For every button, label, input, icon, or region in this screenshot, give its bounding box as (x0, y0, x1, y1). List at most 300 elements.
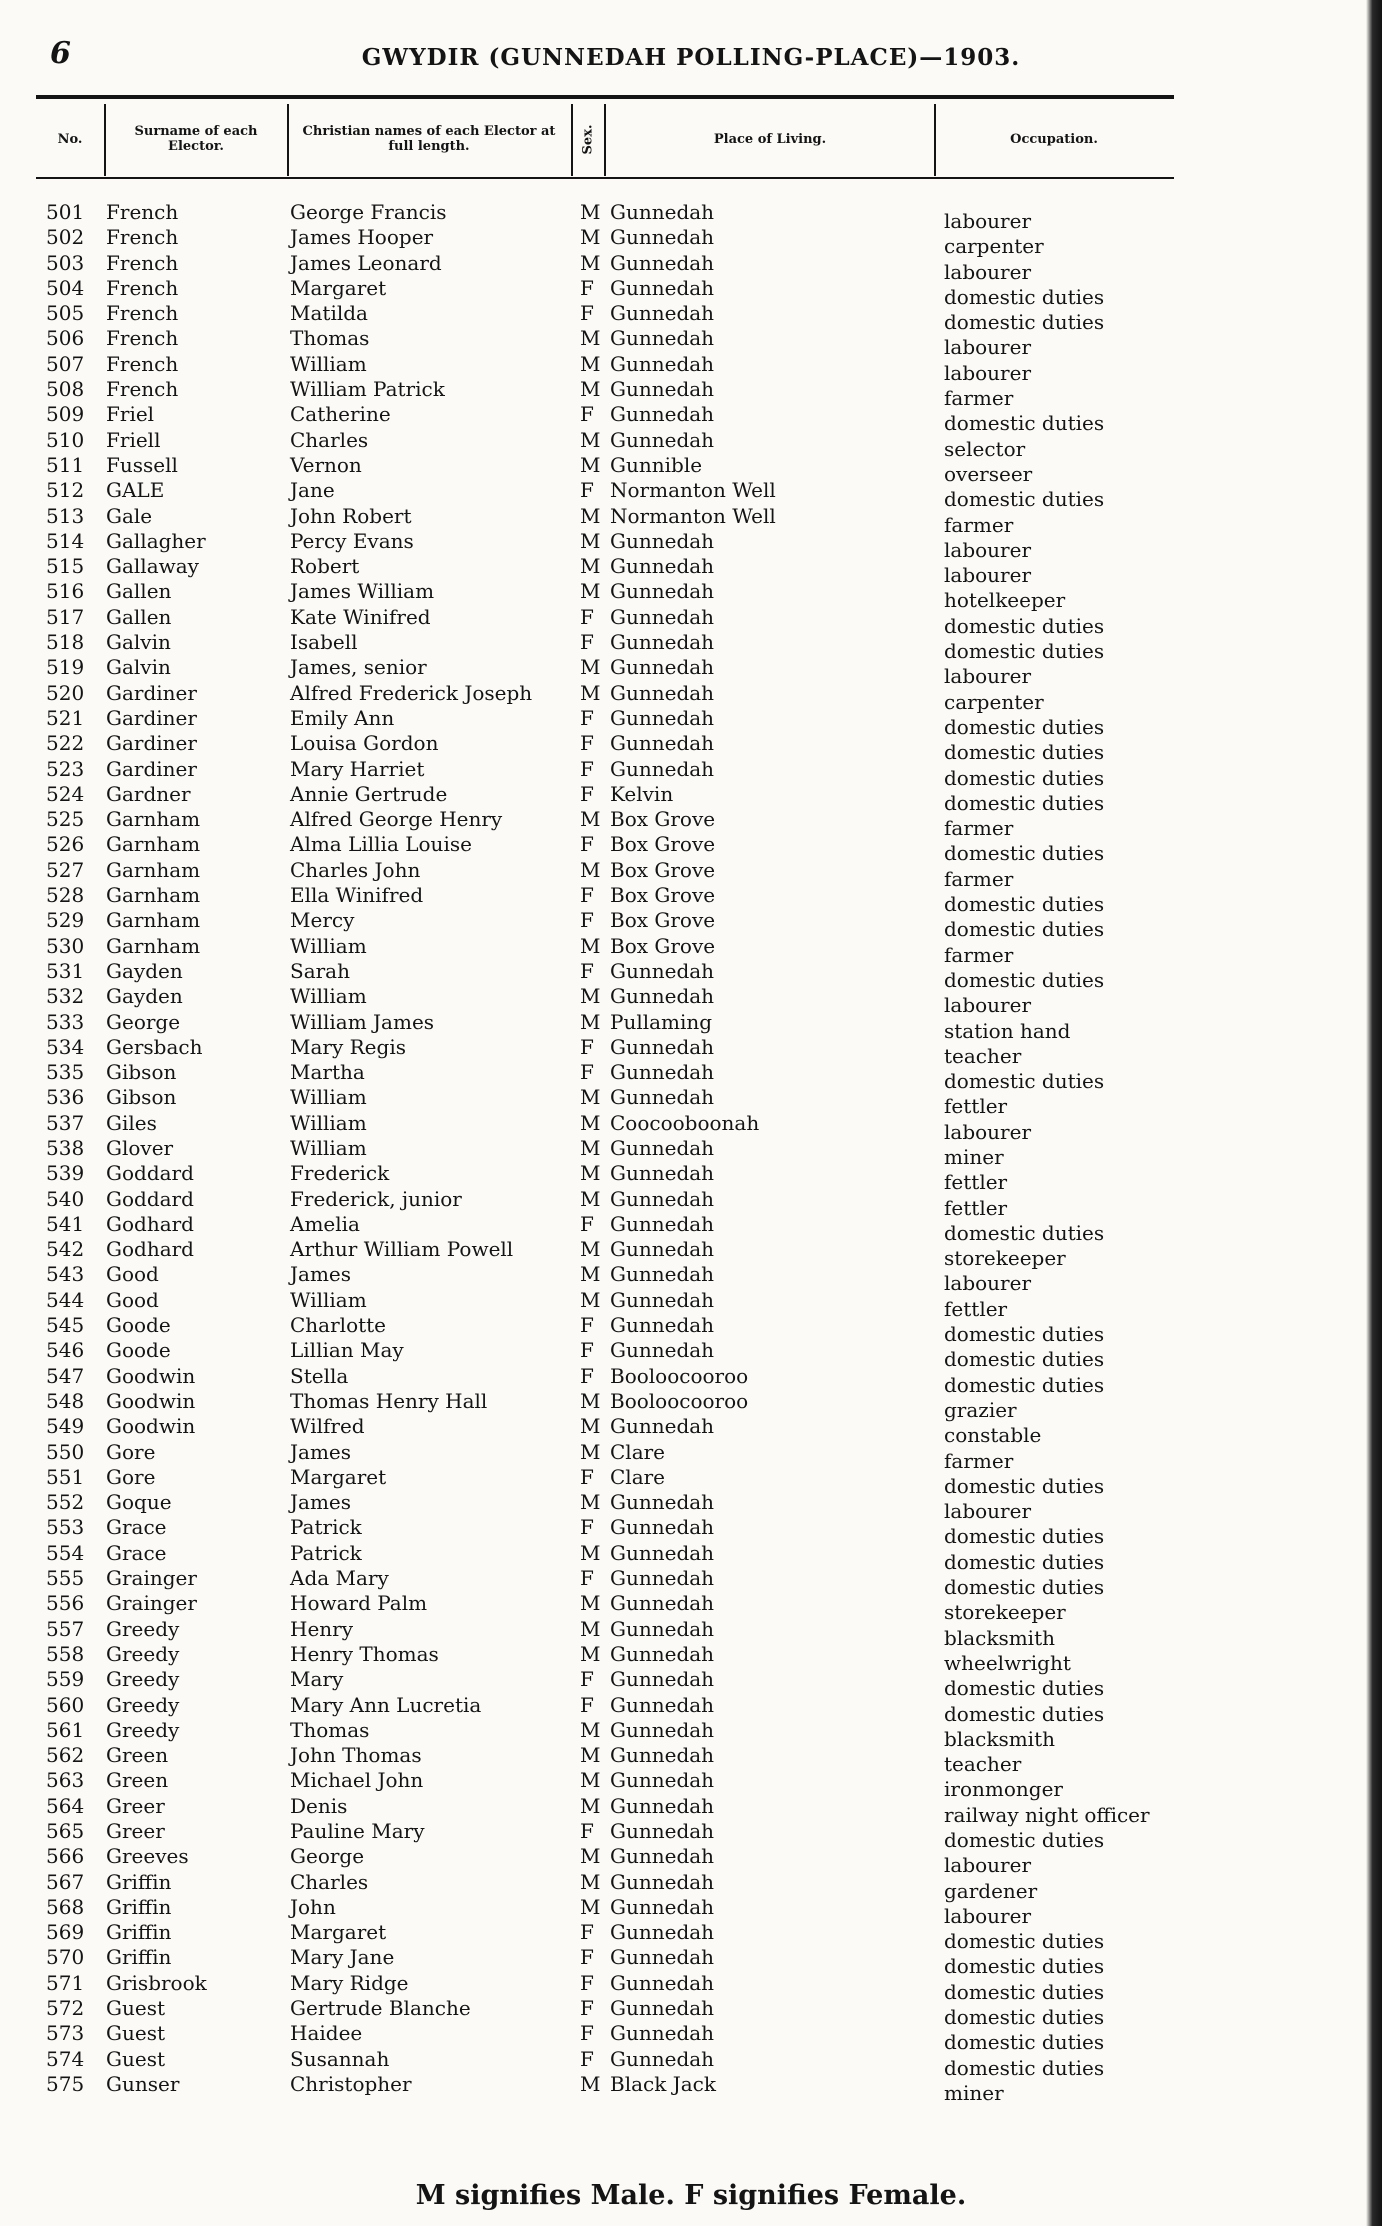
table-row (0, 781, 1382, 815)
table-row (0, 528, 1382, 562)
elector-place: Gunnedah (610, 1591, 715, 1616)
header-rule-bottom (36, 177, 1174, 179)
elector-christian-names: James William (290, 579, 435, 604)
table-row (0, 1034, 1382, 1068)
elector-surname: Greer (106, 1819, 165, 1843)
elector-surname: Goddard (106, 1186, 194, 1211)
elector-surname: French (106, 301, 179, 326)
elector-sex: M (580, 1439, 601, 1464)
elector-sex: F (580, 478, 594, 503)
elector-christian-names: James Hooper (290, 225, 434, 250)
elector-christian-names: Alfred George Henry (290, 807, 503, 832)
elector-christian-names: Percy Evans (290, 528, 414, 553)
elector-surname: Greer (106, 1793, 165, 1818)
elector-christian-names: Charlotte (290, 1313, 387, 1338)
elector-surname: Gardiner (106, 731, 197, 756)
elector-number: 570 (46, 1945, 85, 1970)
table-row (0, 1844, 1382, 1878)
elector-sex: M (580, 1591, 601, 1616)
elector-christian-names: Catherine (290, 402, 391, 427)
elector-sex: F (580, 908, 594, 933)
elector-occupation: farmer (944, 942, 1014, 967)
elector-place: Gunnedah (610, 554, 715, 579)
elector-christian-names: Robert (290, 554, 360, 579)
elector-number: 521 (46, 705, 85, 730)
elector-occupation: domestic duties (944, 1575, 1105, 1600)
elector-number: 542 (46, 1237, 85, 1262)
elector-occupation: domestic duties (944, 765, 1105, 790)
page-number: 6 (50, 36, 71, 71)
elector-surname: Garnham (106, 807, 201, 832)
elector-surname: Gallaway (106, 554, 199, 579)
elector-place: Gunnedah (610, 1211, 715, 1236)
table-row (0, 1920, 1382, 1954)
table-row (0, 1237, 1382, 1271)
elector-place: Gunnedah (610, 1945, 715, 1970)
elector-christian-names: Pauline Mary (290, 1819, 425, 1843)
table-row (0, 756, 1382, 790)
elector-sex: M (580, 1768, 601, 1793)
elector-number: 503 (46, 250, 85, 275)
elector-number: 515 (46, 554, 85, 579)
elector-christian-names: William James (290, 1009, 435, 1034)
elector-christian-names: Henry Thomas (290, 1641, 439, 1666)
elector-sex: M (580, 1793, 601, 1818)
table-row (0, 807, 1382, 841)
elector-christian-names: George Francis (290, 200, 447, 224)
elector-occupation: domestic duties (944, 917, 1105, 942)
table-row (0, 1970, 1382, 2004)
table-row (0, 933, 1382, 967)
elector-sex: M (580, 1743, 601, 1768)
elector-place: Gunnedah (610, 680, 715, 705)
elector-surname: Goddard (106, 1161, 194, 1186)
table-row (0, 452, 1382, 486)
table-row (0, 301, 1382, 335)
table-row (0, 958, 1382, 992)
elector-place: Booloocooroo (610, 1363, 749, 1388)
elector-occupation: farmer (944, 816, 1014, 841)
elector-christian-names: Charles (290, 427, 369, 452)
elector-number: 530 (46, 933, 85, 958)
elector-sex: F (580, 1920, 594, 1945)
table-row (0, 1414, 1382, 1448)
elector-number: 574 (46, 2046, 85, 2071)
table-row (0, 1085, 1382, 1119)
elector-occupation: hotelkeeper (944, 588, 1066, 613)
elector-christian-names: Thomas (290, 326, 370, 351)
elector-sex: M (580, 857, 601, 882)
elector-number: 506 (46, 326, 85, 351)
elector-place: Gunnedah (610, 958, 715, 983)
elector-surname: Fussell (106, 452, 178, 477)
elector-sex: F (580, 1996, 594, 2021)
elector-christian-names: William (290, 1085, 367, 1110)
elector-christian-names: William (290, 984, 367, 1009)
table-row (0, 1110, 1382, 1144)
elector-occupation: domestic duties (944, 790, 1105, 815)
elector-surname: Goque (106, 1490, 172, 1515)
table-row (0, 655, 1382, 689)
table-row (0, 1819, 1382, 1852)
table-row (0, 1388, 1382, 1422)
elector-surname: Goode (106, 1338, 171, 1363)
elector-surname: Gibson (106, 1085, 177, 1110)
elector-number: 534 (46, 1034, 85, 1059)
elector-place: Gunnedah (610, 351, 715, 376)
table-row (0, 1768, 1382, 1802)
elector-sex: M (580, 1009, 601, 1034)
elector-number: 522 (46, 731, 85, 756)
elector-surname: Grisbrook (106, 1970, 207, 1995)
elector-christian-names: George (290, 1844, 365, 1869)
elector-surname: Gallen (106, 579, 172, 604)
elector-place: Gunnedah (610, 1414, 715, 1439)
elector-place: Gunnedah (610, 1161, 715, 1186)
elector-surname: Gibson (106, 1060, 177, 1085)
elector-place: Gunnedah (610, 1540, 715, 1565)
elector-occupation: labourer (944, 209, 1032, 233)
column-header-surname: Surname of each Elector. (134, 124, 258, 154)
elector-occupation: blacksmith (944, 1625, 1055, 1650)
elector-place: Box Grove (610, 933, 716, 958)
elector-occupation: domestic duties (944, 613, 1105, 638)
elector-number: 549 (46, 1414, 85, 1439)
elector-surname: Greedy (106, 1717, 180, 1742)
table-row (0, 1616, 1382, 1650)
elector-place: Pullaming (610, 1009, 713, 1034)
elector-sex: F (580, 1034, 594, 1059)
table-row (0, 1262, 1382, 1296)
elector-occupation: constable (944, 1423, 1042, 1448)
elector-surname: Gunser (106, 2071, 180, 2096)
elector-place: Gunnedah (610, 1717, 715, 1742)
elector-number: 537 (46, 1110, 85, 1135)
elector-surname: Friel (106, 402, 155, 427)
elector-place: Box Grove (610, 832, 716, 857)
elector-christian-names: Margaret (290, 275, 387, 300)
elector-occupation: blacksmith (944, 1726, 1055, 1751)
column-header-occupation: Occupation. (1010, 131, 1098, 147)
elector-occupation: fettler (944, 1170, 1008, 1195)
column-header-christian-names: Christian names of each Elector at full length. (302, 124, 556, 154)
elector-occupation: domestic duties (944, 1828, 1105, 1852)
table-row (0, 1186, 1382, 1220)
elector-surname: George (106, 1009, 181, 1034)
elector-place: Gunnedah (610, 1743, 715, 1768)
elector-christian-names: Isabell (290, 630, 358, 655)
elector-number: 547 (46, 1363, 85, 1388)
elector-place: Clare (610, 1464, 666, 1489)
elector-christian-names: William (290, 1135, 367, 1160)
elector-occupation: labourer (944, 335, 1032, 360)
elector-number: 562 (46, 1743, 85, 1768)
elector-place: Gunnedah (610, 1287, 715, 1312)
elector-christian-names: Margaret (290, 1920, 387, 1945)
elector-place: Coocooboonah (610, 1110, 760, 1135)
elector-place: Gunnedah (610, 1616, 715, 1641)
elector-occupation: teacher (944, 1752, 1022, 1777)
elector-surname: French (106, 200, 179, 224)
elector-occupation: farmer (944, 512, 1014, 537)
elector-christian-names: John (290, 1894, 336, 1919)
elector-christian-names: Frederick (290, 1161, 390, 1186)
elector-sex: M (580, 1110, 601, 1135)
elector-number: 543 (46, 1262, 85, 1287)
elector-sex: F (580, 1819, 594, 1843)
elector-sex: F (580, 731, 594, 756)
elector-sex: M (580, 1490, 601, 1515)
table-row (0, 326, 1382, 360)
elector-occupation: farmer (944, 866, 1014, 891)
elector-sex: M (580, 1844, 601, 1869)
elector-number: 563 (46, 1768, 85, 1793)
elector-sex: F (580, 630, 594, 655)
elector-christian-names: James (290, 1262, 352, 1287)
elector-occupation: domestic duties (944, 1954, 1105, 1979)
elector-sex: F (580, 1667, 594, 1692)
elector-number: 567 (46, 1869, 85, 1894)
elector-sex: M (580, 1616, 601, 1641)
elector-place: Gunnedah (610, 1262, 715, 1287)
column-header-sex-label: Sex. (580, 124, 596, 154)
elector-sex: F (580, 832, 594, 857)
elector-christian-names: Vernon (290, 452, 362, 477)
elector-occupation: teacher (944, 1043, 1022, 1068)
elector-surname: Garnham (106, 933, 201, 958)
elector-surname: Gore (106, 1464, 156, 1489)
elector-occupation: station hand (944, 1018, 1071, 1043)
elector-place: Gunnedah (610, 1768, 715, 1793)
table-row (0, 2046, 1382, 2080)
elector-surname: Guest (106, 2046, 165, 2071)
elector-place: Normanton Well (610, 478, 776, 503)
elector-surname: Garnham (106, 883, 201, 908)
table-row (0, 377, 1382, 411)
elector-sex: F (580, 2046, 594, 2071)
elector-surname: Goode (106, 1313, 171, 1338)
elector-occupation: domestic duties (944, 2055, 1105, 2080)
header-rule-top (36, 95, 1174, 99)
elector-christian-names: William (290, 351, 367, 376)
elector-place: Gunnedah (610, 655, 715, 680)
table-row (0, 250, 1382, 284)
electors-list (0, 200, 1382, 2105)
elector-sex: M (580, 250, 601, 275)
elector-sex: M (580, 1237, 601, 1262)
elector-number: 555 (46, 1566, 85, 1591)
elector-number: 538 (46, 1135, 85, 1160)
elector-occupation: carpenter (944, 689, 1044, 714)
elector-sex: M (580, 1894, 601, 1919)
elector-surname: Griffin (106, 1920, 172, 1945)
elector-occupation: labourer (944, 360, 1032, 385)
elector-number: 572 (46, 1996, 85, 2021)
elector-number: 546 (46, 1338, 85, 1363)
elector-occupation: farmer (944, 1448, 1014, 1473)
elector-sex: F (580, 883, 594, 908)
elector-christian-names: Susannah (290, 2046, 390, 2071)
elector-christian-names: William Patrick (290, 377, 445, 402)
elector-surname: French (106, 351, 179, 376)
elector-occupation: domestic duties (944, 1069, 1105, 1094)
elector-surname: Gardiner (106, 680, 197, 705)
elector-christian-names: Sarah (290, 958, 350, 983)
elector-place: Gunnedah (610, 275, 715, 300)
elector-place: Gunnedah (610, 301, 715, 326)
elector-number: 573 (46, 2021, 85, 2046)
elector-number: 535 (46, 1060, 85, 1085)
elector-place: Gunnedah (610, 2021, 715, 2046)
elector-sex: M (580, 503, 601, 528)
elector-sex: M (580, 1641, 601, 1666)
elector-occupation: gardener (944, 1878, 1038, 1903)
elector-occupation: domestic duties (944, 1701, 1105, 1726)
table-row (0, 1566, 1382, 1600)
elector-occupation: overseer (944, 461, 1033, 486)
elector-number: 505 (46, 301, 85, 326)
elector-sex: F (580, 1464, 594, 1489)
elector-place: Gunnedah (610, 756, 715, 781)
elector-christian-names: Charles John (290, 857, 421, 882)
elector-occupation: labourer (944, 664, 1032, 689)
elector-surname: Galvin (106, 655, 171, 680)
elector-sex: F (580, 1945, 594, 1970)
elector-sex: M (580, 1262, 601, 1287)
elector-christian-names: Mary Harriet (290, 756, 425, 781)
elector-surname: French (106, 326, 179, 351)
elector-sex: M (580, 655, 601, 680)
elector-sex: M (580, 1287, 601, 1312)
elector-sex: F (580, 2021, 594, 2046)
elector-number: 502 (46, 225, 85, 250)
elector-surname: Gayden (106, 984, 183, 1009)
elector-surname: Good (106, 1287, 159, 1312)
elector-number: 525 (46, 807, 85, 832)
elector-sex: M (580, 1869, 601, 1894)
elector-sex: M (580, 1186, 601, 1211)
elector-occupation: ironmonger (944, 1777, 1063, 1802)
table-row (0, 731, 1382, 765)
elector-surname: GALE (106, 478, 165, 503)
elector-christian-names: Mary Ann Lucretia (290, 1692, 482, 1717)
elector-surname: Galvin (106, 630, 171, 655)
elector-christian-names: Charles (290, 1869, 369, 1894)
elector-number: 541 (46, 1211, 85, 1236)
elector-number: 550 (46, 1439, 85, 1464)
elector-surname: Gersbach (106, 1034, 203, 1059)
elector-place: Gunnedah (610, 630, 715, 655)
elector-christian-names: Thomas (290, 1717, 370, 1742)
table-row (0, 1743, 1382, 1777)
elector-occupation: domestic duties (944, 1473, 1105, 1498)
elector-occupation: domestic duties (944, 639, 1105, 664)
elector-place: Gunnedah (610, 528, 715, 553)
elector-number: 564 (46, 1793, 85, 1818)
footer-legend: M signifies Male. F signifies Female. (415, 2180, 967, 2211)
table-row (0, 2021, 1382, 2055)
elector-number: 513 (46, 503, 85, 528)
elector-number: 533 (46, 1009, 85, 1034)
table-row (0, 1009, 1382, 1043)
elector-place: Gunnedah (610, 1060, 715, 1085)
elector-number: 523 (46, 756, 85, 781)
elector-sex: F (580, 1566, 594, 1591)
elector-occupation: fettler (944, 1094, 1008, 1119)
elector-place: Gunnedah (610, 1085, 715, 1110)
elector-sex: F (580, 1692, 594, 1717)
elector-number: 571 (46, 1970, 85, 1995)
elector-place: Gunnedah (610, 1667, 715, 1692)
elector-surname: French (106, 250, 179, 275)
elector-surname: Griffin (106, 1894, 172, 1919)
elector-place: Gunnedah (610, 1894, 715, 1919)
elector-number: 554 (46, 1540, 85, 1565)
elector-sex: M (580, 984, 601, 1009)
table-row (0, 1313, 1382, 1347)
elector-occupation: wheelwright (944, 1650, 1071, 1675)
elector-place: Gunnedah (610, 1920, 715, 1945)
elector-number: 566 (46, 1844, 85, 1869)
table-row (0, 1363, 1382, 1397)
elector-occupation: carpenter (944, 234, 1044, 259)
elector-surname: Gallen (106, 604, 172, 629)
elector-christian-names: Stella (290, 1363, 349, 1388)
elector-surname: Garnham (106, 832, 201, 857)
elector-occupation: domestic duties (944, 1524, 1105, 1549)
elector-occupation: domestic duties (944, 1549, 1105, 1574)
elector-christian-names: Matilda (290, 301, 368, 326)
elector-christian-names: Gertrude Blanche (290, 1996, 471, 2021)
elector-place: Gunnedah (610, 250, 715, 275)
table-row (0, 200, 1382, 233)
elector-sex: M (580, 2071, 601, 2096)
elector-place: Gunnedah (610, 1313, 715, 1338)
elector-surname: Grace (106, 1515, 167, 1540)
elector-sex: F (580, 1313, 594, 1338)
elector-place: Normanton Well (610, 503, 776, 528)
elector-surname: Gayden (106, 958, 183, 983)
elector-christian-names: Thomas Henry Hall (290, 1388, 488, 1413)
elector-christian-names: Mary Jane (290, 1945, 395, 1970)
elector-number: 517 (46, 604, 85, 629)
elector-occupation: domestic duties (944, 1979, 1105, 2004)
elector-christian-names: James, senior (290, 655, 427, 680)
elector-occupation: storekeeper (944, 1600, 1066, 1625)
elector-number: 559 (46, 1667, 85, 1692)
table-row (0, 604, 1382, 638)
elector-occupation: labourer (944, 993, 1032, 1018)
elector-sex: F (580, 1211, 594, 1236)
elector-sex: M (580, 807, 601, 832)
elector-surname: Guest (106, 1996, 165, 2021)
elector-number: 524 (46, 781, 85, 806)
elector-christian-names: Martha (290, 1060, 365, 1085)
elector-sex: M (580, 1717, 601, 1742)
elector-surname: Griffin (106, 1945, 172, 1970)
elector-christian-names: Alfred Frederick Joseph (290, 680, 533, 705)
elector-occupation: domestic duties (944, 1220, 1105, 1245)
elector-occupation: domestic duties (944, 1676, 1105, 1701)
table-row (0, 1540, 1382, 1574)
elector-occupation: labourer (944, 1499, 1032, 1524)
elector-number: 553 (46, 1515, 85, 1540)
elector-occupation: labourer (944, 563, 1032, 588)
elector-occupation: labourer (944, 1903, 1032, 1928)
elector-christian-names: Louisa Gordon (290, 731, 439, 756)
elector-place: Kelvin (610, 781, 674, 806)
table-row (0, 503, 1382, 537)
